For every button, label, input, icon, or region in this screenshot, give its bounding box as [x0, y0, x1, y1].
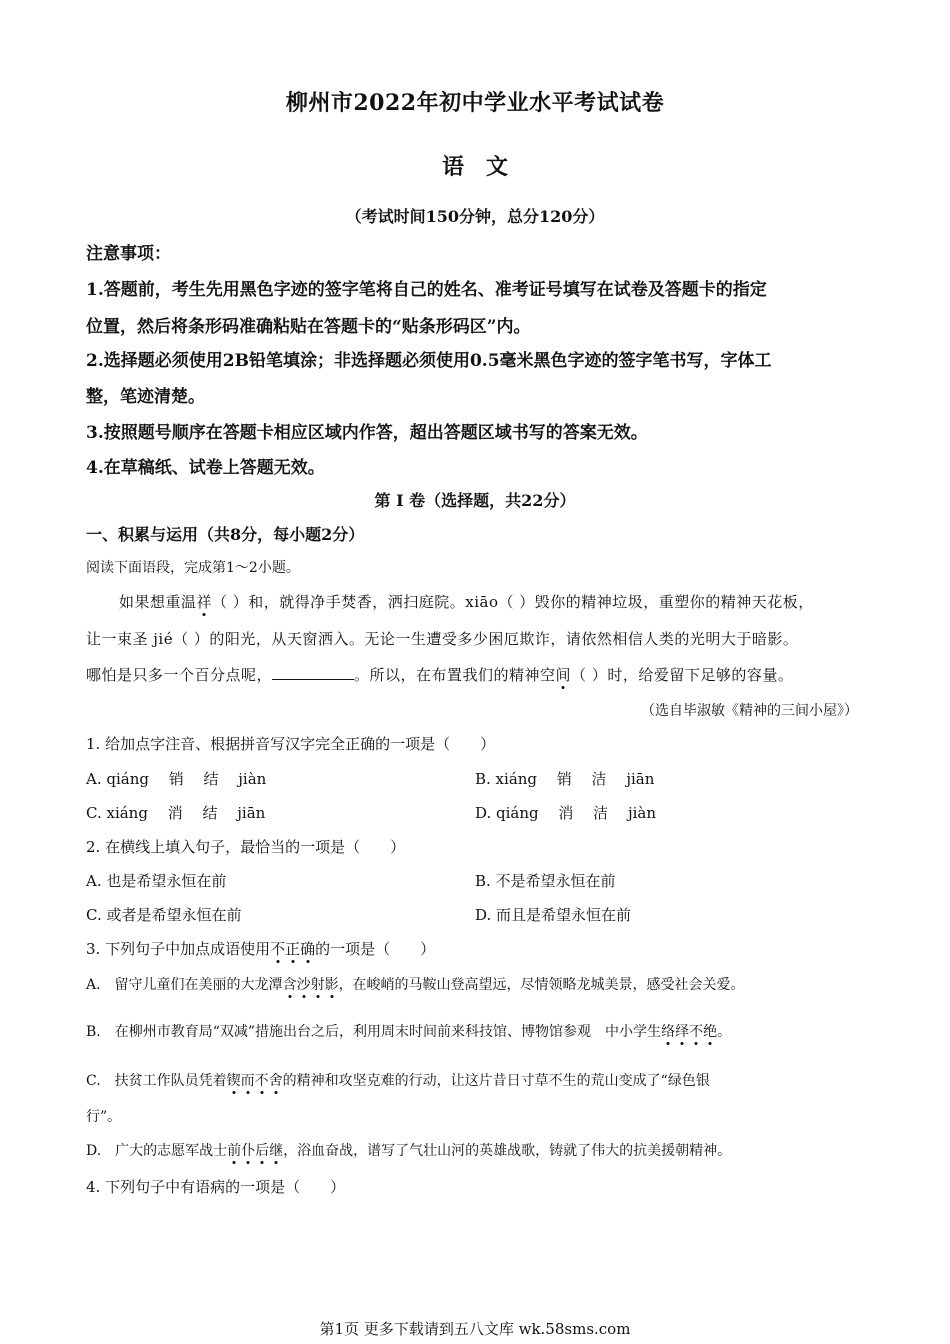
fill-blank: [272, 665, 354, 680]
dotted-char: 不: [254, 1073, 269, 1089]
section-heading: 一、积累与运用（共8分，每小题2分）: [86, 525, 365, 544]
notice-line: 3.按照题号顺序在答题卡相应区域内作答，超出答题区域书写的答案无效。: [86, 423, 648, 443]
dotted-char: 锲: [226, 1073, 241, 1089]
dotted-char: 不: [689, 1024, 704, 1040]
q2-option-b: B. 不是希望永恒在前: [475, 872, 616, 890]
instruction: 阅读下面语段，完成第1～2小题。: [86, 560, 300, 576]
option-text: 。: [717, 1024, 732, 1040]
option-text: B. 在柳州市教育局“双减”措施出台之后，利用周末时间前来科技馆、博物馆参观 中小学生: [86, 1024, 662, 1040]
dotted-char: 舍: [268, 1073, 283, 1089]
dotted-char: 绝: [703, 1024, 718, 1040]
notice-line: 2.选择题必须使用2B铅笔填涂；非选择题必须使用0.5毫米黑色字迹的签字笔书写，字体工: [86, 351, 772, 371]
passage-text: 。所以，在布置我们的精神空: [354, 666, 556, 684]
dotted-char: 前: [227, 1143, 242, 1159]
q1-option-c: C. xiáng 消 结 jiān: [86, 804, 266, 822]
q2-option-d: D. 而且是希望永恒在前: [475, 906, 632, 924]
dotted-char: 仆: [241, 1143, 256, 1159]
q1-option-d: D. qiáng 消 洁 jiàn: [475, 804, 656, 822]
passage-text: （ ）时，给爱留下足够的容量。: [571, 666, 794, 684]
q3-option-d: [86, 1140, 731, 1160]
exam-title: 柳州市2022年初中学业水平考试试卷: [285, 90, 665, 116]
dotted-char: 含: [282, 977, 297, 993]
q2-option-c: C. 或者是希望永恒在前: [86, 906, 242, 924]
dotted-char: 不: [270, 940, 286, 958]
passage-text: 哪怕是只多一个百分点呢，: [86, 666, 273, 684]
option-text: C. 扶贫工作队员凭着: [86, 1073, 227, 1089]
dotted-char: 而: [240, 1073, 255, 1089]
option-text: 的精神和攻坚克难的行动，让这片昔日寸草不生的荒山变成了“绿色银: [282, 1073, 710, 1089]
dotted-char: 影: [324, 977, 339, 993]
passage-line: [119, 591, 814, 612]
q1-option-b: B. xiáng 销 洁 jiān: [475, 770, 655, 788]
dotted-char: 络: [661, 1024, 676, 1040]
dotted-char: 确: [300, 940, 316, 958]
dotted-char: 沙: [296, 977, 311, 993]
passage-line: 让一束圣 jié（ ）的阳光，从天窗洒入。无论一生遭受多少困厄欺诈，请依然相信人类的光明大于暗影。: [86, 630, 799, 648]
dotted-char: 射: [310, 977, 325, 993]
passage-line: [86, 664, 793, 685]
option-text: D. 广大的志愿军战士: [86, 1143, 228, 1159]
dotted-char: 间: [555, 666, 572, 684]
exam-info: （考试时间150分钟，总分120分）: [345, 207, 605, 226]
passage-source: （选自毕淑敏《精神的三间小屋》）: [641, 703, 858, 719]
subject-title: 语文: [441, 154, 530, 180]
option-text: ，在峻峭的马鞍山登高望远，尽情领略龙城美景，感受社会关爱。: [338, 977, 745, 993]
option-text: A. 留守儿童们在美丽的大龙潭: [86, 977, 283, 993]
page-footer: 第1页 更多下载请到五八文库 wk.58sms.com: [319, 1320, 631, 1338]
part-heading: 第 Ⅰ 卷（选择题，共22分）: [374, 491, 576, 510]
notice-heading: 注意事项：: [86, 244, 171, 264]
question-4-stem: 4. 下列句子中有语病的一项是（ ）: [86, 1178, 346, 1196]
notice-line: 位置，然后将条形码准确粘贴在答题卡的“贴条形码区”内。: [86, 317, 531, 337]
q3-option-b: [86, 1021, 731, 1041]
question-1-stem: 1. 给加点字注音、根据拼音写汉字完全正确的一项是（ ）: [86, 735, 496, 753]
option-text: ，浴血奋战，谱写了气壮山河的英雄战歌，铸就了伟大的抗美援朝精神。: [283, 1143, 732, 1159]
q3-option-c: [86, 1070, 710, 1090]
dotted-char: 正: [285, 940, 301, 958]
stem-text: 的一项是（ ）: [315, 940, 436, 958]
question-2-stem: 2. 在横线上填入句子，最恰当的一项是（ ）: [86, 838, 406, 856]
q2-option-a: A. 也是希望永恒在前: [86, 872, 227, 890]
notice-line: 1.答题前，考生先用黑色字迹的签字笔将自己的姓名、准考证号填写在试卷及答题卡的指定: [86, 280, 767, 300]
passage-text: （ ）和，就得净手焚香，洒扫庭院。xiāo（ ）毁你的精神垃圾，重塑你的精神天花板，: [212, 593, 814, 611]
q3-option-a: [86, 974, 745, 994]
passage-text: 如果想重温: [119, 593, 197, 611]
q3-option-c-cont: 行”。: [86, 1109, 122, 1125]
dotted-char: 后: [255, 1143, 270, 1159]
q1-option-a: A. qiáng 销 结 jiàn: [86, 770, 267, 788]
dotted-char: 绎: [675, 1024, 690, 1040]
notice-line: 4.在草稿纸、试卷上答题无效。: [86, 458, 325, 478]
question-3-stem: [86, 938, 435, 959]
dotted-char: 继: [269, 1143, 284, 1159]
dotted-char: 祥: [196, 593, 213, 611]
notice-line: 整，笔迹清楚。: [86, 387, 205, 407]
stem-text: 3. 下列句子中加点成语使用: [86, 940, 271, 958]
